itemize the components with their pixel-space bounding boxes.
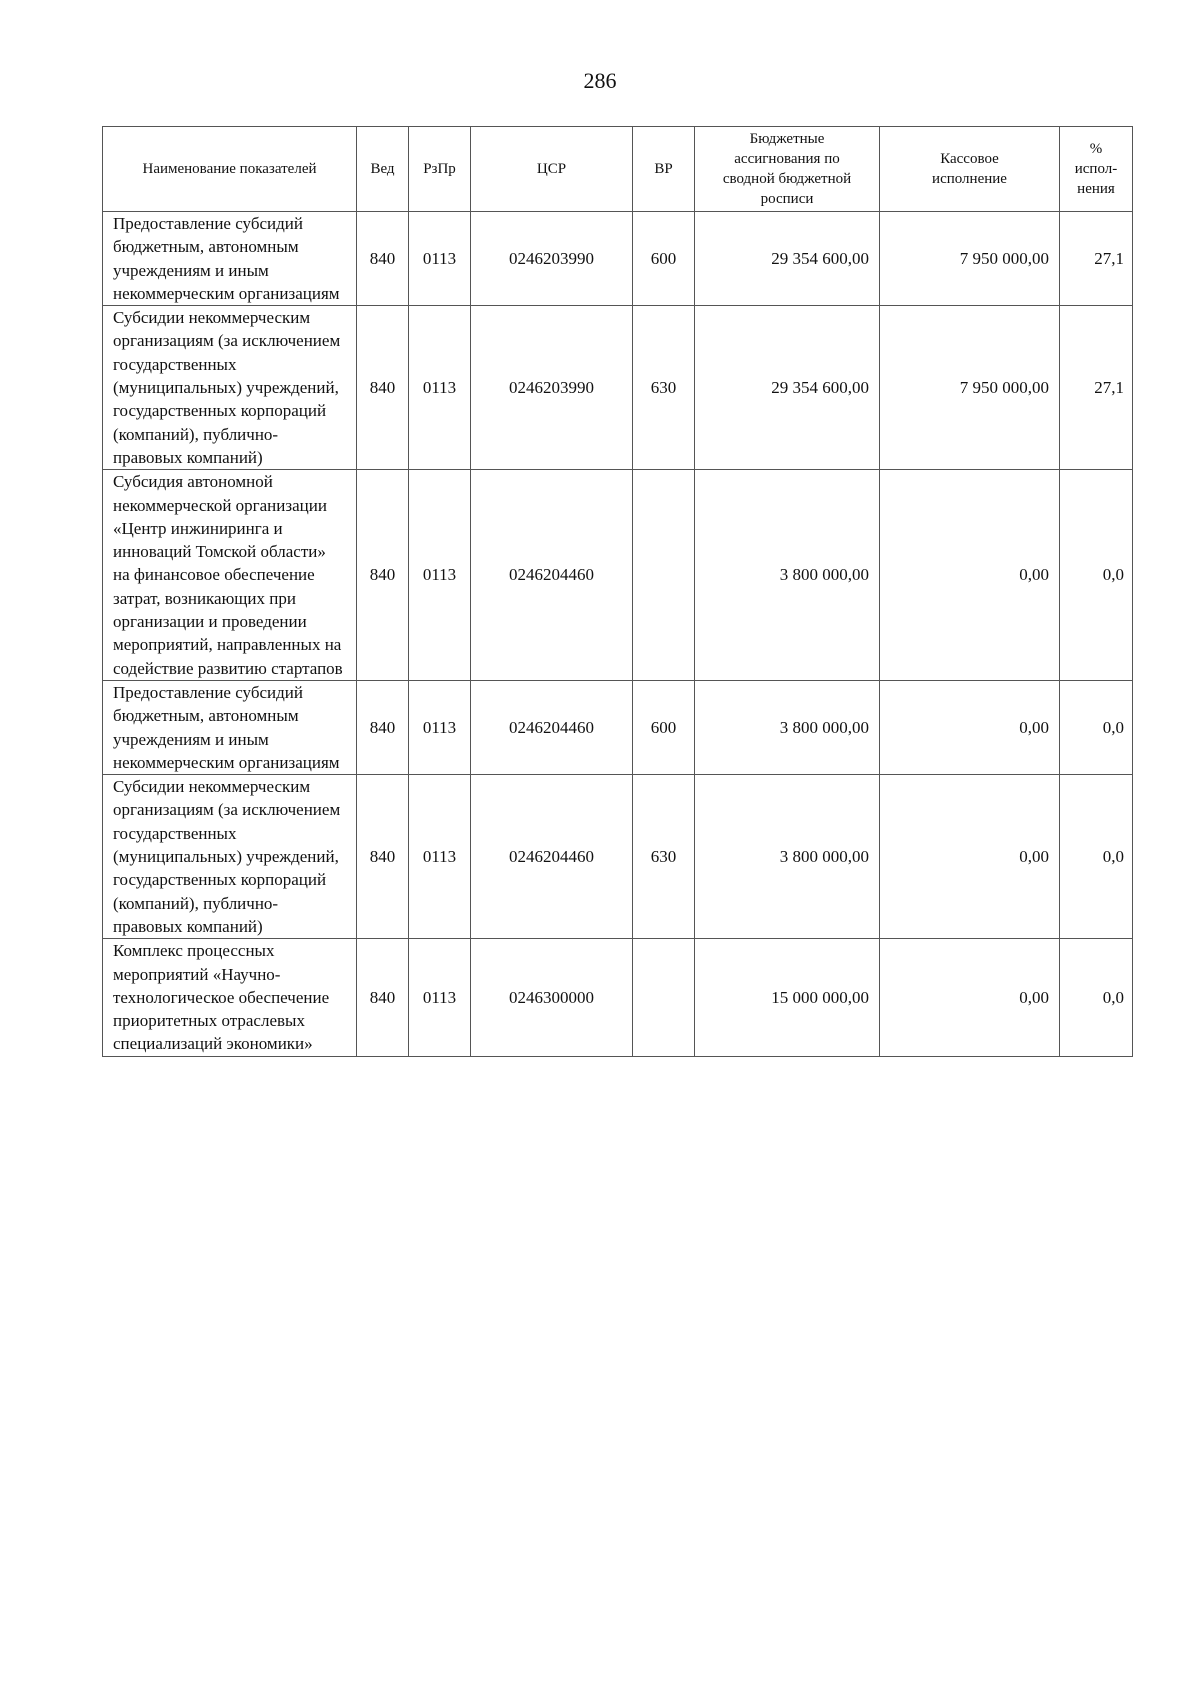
- cell-pct: 0,0: [1060, 939, 1133, 1056]
- cell-pct: 0,0: [1060, 680, 1133, 774]
- cell-pct: 0,0: [1060, 775, 1133, 939]
- cell-budget: 3 800 000,00: [695, 470, 880, 681]
- cell-name: Субсидии некоммерческим организациям (за исключением государственных (муниципальных) учреждений, государственных корпораций (компаний), публично-правовых компаний): [103, 775, 357, 939]
- cell-csr: 0246204460: [471, 775, 633, 939]
- cell-vr: 600: [633, 212, 695, 306]
- cell-budget: 15 000 000,00: [695, 939, 880, 1056]
- cell-vr: [633, 470, 695, 681]
- cell-ved: 840: [357, 939, 409, 1056]
- cell-ved: 840: [357, 680, 409, 774]
- cell-budget: 3 800 000,00: [695, 680, 880, 774]
- table-row: [103, 775, 1133, 939]
- cell-vr: 630: [633, 306, 695, 470]
- table-row: [103, 470, 1133, 681]
- cell-ved: 840: [357, 306, 409, 470]
- table-header-row: [103, 127, 1133, 212]
- cell-name: Субсидии некоммерческим организациям (за исключением государственных (муниципальных) учреждений, государственных корпораций (компаний), публично-правовых компаний): [103, 306, 357, 470]
- header-budget: Бюджетные ассигнования по сводной бюджетной росписи: [695, 127, 880, 212]
- header-rzpr: РзПр: [409, 127, 471, 212]
- cell-vr: [633, 939, 695, 1056]
- cell-ved: 840: [357, 775, 409, 939]
- cell-csr: 0246203990: [471, 212, 633, 306]
- table-row: [103, 306, 1133, 470]
- cell-pct: 27,1: [1060, 306, 1133, 470]
- cell-budget: 3 800 000,00: [695, 775, 880, 939]
- header-pct: % испол-нения: [1060, 127, 1133, 212]
- cell-vr: 600: [633, 680, 695, 774]
- header-ved: Вед: [357, 127, 409, 212]
- cell-rzpr: 0113: [409, 775, 471, 939]
- cell-ved: 840: [357, 212, 409, 306]
- header-vr: ВР: [633, 127, 695, 212]
- cell-name: Предоставление субсидий бюджетным, автономным учреждениям и иным некоммерческим организациям: [103, 212, 357, 306]
- cell-csr: 0246204460: [471, 470, 633, 681]
- table-row: [103, 680, 1133, 774]
- cell-pct: 27,1: [1060, 212, 1133, 306]
- cell-cash: 0,00: [880, 775, 1060, 939]
- cell-rzpr: 0113: [409, 306, 471, 470]
- cell-ved: 840: [357, 470, 409, 681]
- cell-cash: 0,00: [880, 939, 1060, 1056]
- cell-budget: 29 354 600,00: [695, 212, 880, 306]
- cell-rzpr: 0113: [409, 939, 471, 1056]
- cell-name: Субсидия автономной некоммерческой организации «Центр инжиниринга и инноваций Томской области» на финансовое обеспечение затрат, возникающих при организации и проведении мероприятий, направленных на содействие развитию стартапов: [103, 470, 357, 681]
- cell-cash: 0,00: [880, 680, 1060, 774]
- cell-cash: 0,00: [880, 470, 1060, 681]
- cell-rzpr: 0113: [409, 680, 471, 774]
- cell-csr: 0246300000: [471, 939, 633, 1056]
- budget-execution-table: [102, 126, 1133, 1057]
- cell-rzpr: 0113: [409, 470, 471, 681]
- table-row: [103, 212, 1133, 306]
- cell-budget: 29 354 600,00: [695, 306, 880, 470]
- header-name: Наименование показателей: [103, 127, 357, 212]
- table-row: [103, 939, 1133, 1056]
- cell-csr: 0246204460: [471, 680, 633, 774]
- cell-name: Предоставление субсидий бюджетным, автономным учреждениям и иным некоммерческим организациям: [103, 680, 357, 774]
- cell-name: Комплекс процессных мероприятий «Научно-технологическое обеспечение приоритетных отраслевых специализаций экономики»: [103, 939, 357, 1056]
- cell-csr: 0246203990: [471, 306, 633, 470]
- header-cash: Кассовое исполнение: [880, 127, 1060, 212]
- page-number: 286: [583, 68, 617, 93]
- cell-cash: 7 950 000,00: [880, 212, 1060, 306]
- header-csr: ЦСР: [471, 127, 633, 212]
- cell-cash: 7 950 000,00: [880, 306, 1060, 470]
- cell-rzpr: 0113: [409, 212, 471, 306]
- cell-pct: 0,0: [1060, 470, 1133, 681]
- cell-vr: 630: [633, 775, 695, 939]
